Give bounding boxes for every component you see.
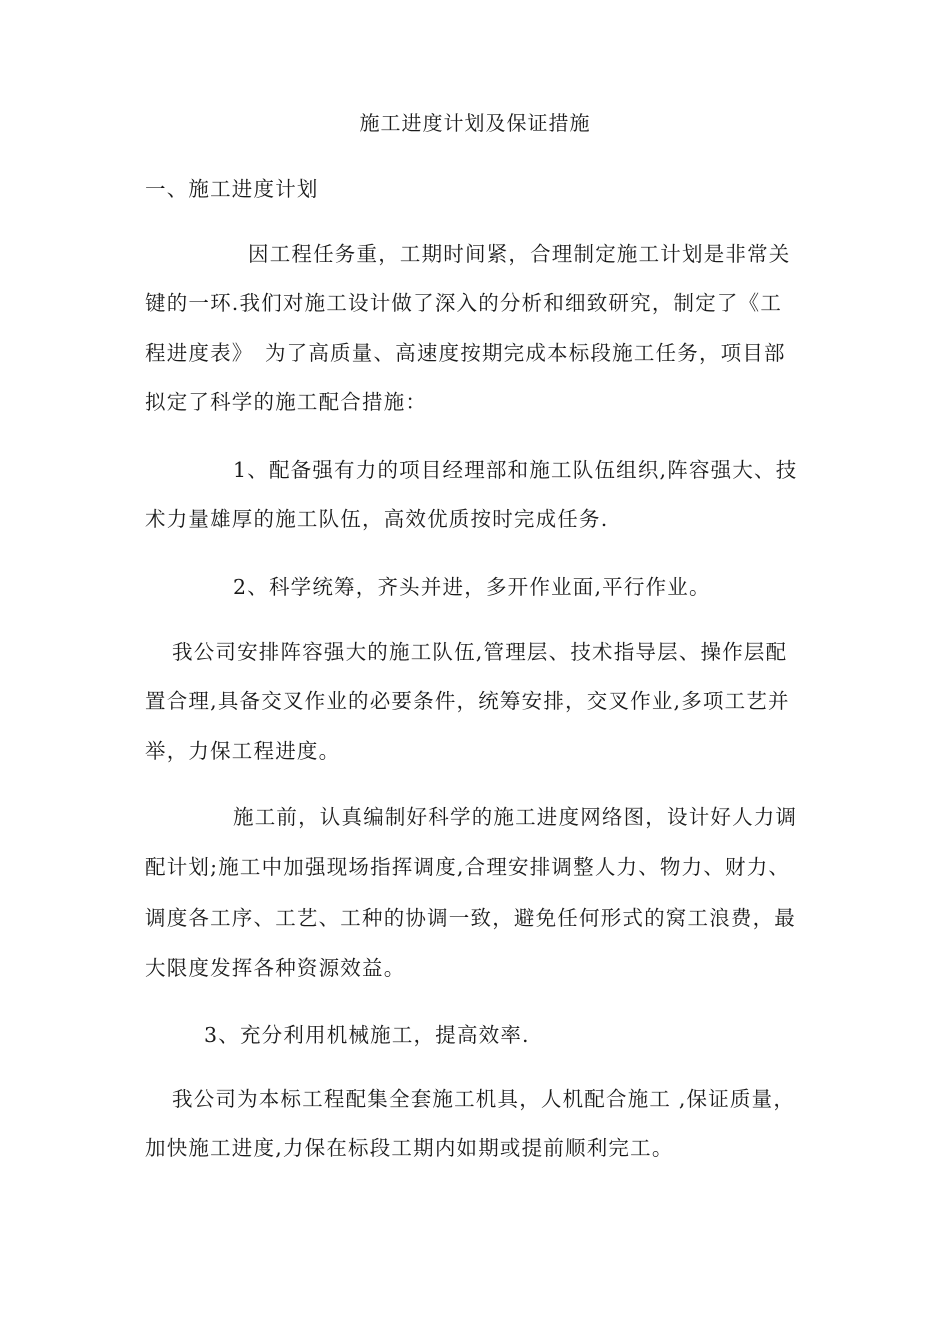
paragraph-line: 大限度发挥各种资源效益。 xyxy=(145,956,406,980)
paragraph-line: 我公司为本标工程配集全套施工机具，人机配合施工 ,保证质量， xyxy=(172,1087,796,1111)
paragraph-line: 因工程任务重，工期时间紧，合理制定施工计划是非常关 xyxy=(248,242,791,266)
list-item: 1、配备强有力的项目经理部和施工队伍组织,阵容强大、技 xyxy=(233,458,798,482)
paragraph-line: 置合理,具备交叉作业的必要条件，统筹安排，交叉作业,多项工艺并 xyxy=(145,689,790,713)
section-heading: 一、施工进度计划 xyxy=(145,177,319,201)
paragraph-line: 施工前，认真编制好科学的施工进度网络图，设计好人力调 xyxy=(233,805,798,829)
paragraph-line: 键的一环.我们对施工设计做了深入的分析和细致研究，制定了《工 xyxy=(145,291,783,315)
paragraph-line: 拟定了科学的施工配合措施： xyxy=(145,390,428,414)
paragraph-line: 程进度表》 为了高质量、高速度按期完成本标段施工任务，项目部 xyxy=(145,341,786,365)
paragraph-line: 加快施工进度,力保在标段工期内如期或提前顺利完工。 xyxy=(145,1136,674,1160)
document-title: 施工进度计划及保证措施 xyxy=(359,111,591,135)
paragraph-line: 调度各工序、工艺、工种的协调一致，避免任何形式的窝工浪费，最 xyxy=(145,906,796,930)
list-item: 3、充分利用机械施工，提高效率. xyxy=(204,1023,530,1047)
paragraph-line: 举，力保工程进度。 xyxy=(145,739,341,763)
paragraph-line: 配计划;施工中加强现场指挥调度,合理安排调整人力、物力、财力、 xyxy=(145,855,791,879)
paragraph-line: 术力量雄厚的施工队伍，高效优质按时完成任务. xyxy=(145,507,609,531)
list-item: 2、科学统筹，齐头并进，多开作业面,平行作业。 xyxy=(233,575,711,599)
paragraph-line: 我公司安排阵容强大的施工队伍,管理层、技术指导层、操作层配 xyxy=(172,640,788,664)
